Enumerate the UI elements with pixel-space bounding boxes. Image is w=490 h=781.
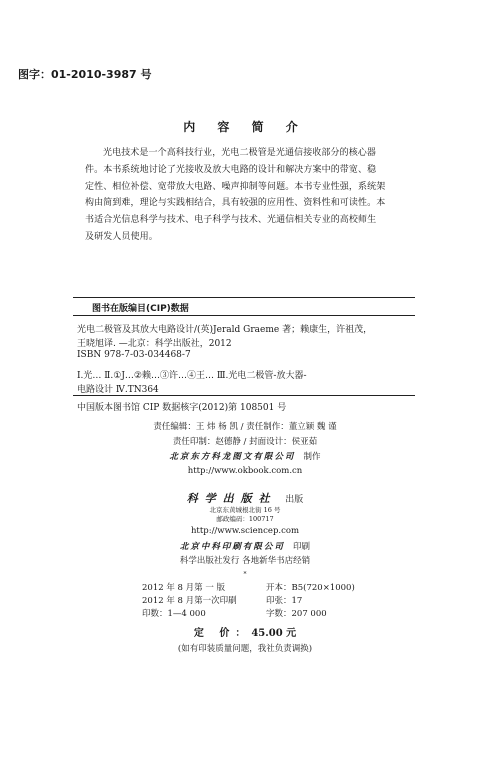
summary-line: 书适合光信息科学与技术、电子科学与技术、光通信相关专业的高校师生 [85, 215, 377, 226]
summary-line: 定性、相位补偿、宽带放大电路、噪声抑制等问题。本书专业性强，系统架 [85, 181, 386, 192]
cip-line: 王晓旭译. —北京：科学出版社，2012 [77, 339, 232, 349]
edition-row [142, 608, 355, 621]
edition-row [142, 582, 355, 595]
printer-name: 北京中科印刷有限公司 [179, 542, 285, 552]
summary-line: 光电技术是一个高科技行业，光电二极管是光通信接收部分的核心器 [103, 148, 377, 158]
editors-credit: 责任编辑：王 炜 杨 凯 / 责任制作：董立颖 魏 谨 [153, 422, 337, 432]
distribution-line: 科学出版社发行 各地新华书店经销 [179, 556, 311, 566]
producer-url: http://www.okbook.com.cn [187, 466, 303, 476]
producer-line [0, 450, 490, 462]
price-value: 45.00 元 [251, 628, 297, 639]
printer-suffix: 印刷 [293, 542, 311, 552]
cip-line: 光电二极管及其放大电路设计/(英)Jerald Graeme 著；赖康生，许祖茂， [77, 325, 373, 335]
summary-line: 构由简到难，理论与实践相结合，具有较强的应用性、资料性和可读性。本 [85, 198, 386, 209]
cip-line: Ⅰ.光… Ⅱ.①J…②赖…③许…④王… Ⅲ.光电二极管-放大器- [77, 371, 307, 381]
producer-name: 北京东方科龙图文有限公司 [169, 452, 296, 462]
print-run: 印数：1—4 000 [142, 609, 206, 619]
publisher-postcode: 邮政编码：100717 [216, 515, 274, 523]
print-design-credit: 责任印制：赵德静 / 封面设计：侯亚茹 [172, 437, 318, 447]
edition-row [142, 595, 355, 608]
sheet-count: 印张：17 [266, 596, 303, 606]
word-count: 字数：207 000 [266, 609, 327, 619]
publisher-suffix: 出版 [285, 495, 304, 505]
summary-title: 内 容 简 介 [183, 120, 307, 134]
cip-line: ISBN 978-7-03-034468-7 [77, 350, 191, 360]
quality-note: (如有印装质量问题，我社负责调换) [177, 644, 313, 654]
cip-line: 电路设计 Ⅳ.TN364 [77, 385, 159, 395]
edition-date: 2012 年 8 月第 一 版 [142, 583, 226, 593]
cip-verify-number: 中国版本图书馆 CIP 数据核字(2012)第 108501 号 [77, 403, 287, 413]
edition-info [142, 582, 355, 621]
summary-line: 件。本书系统地讨论了光接收及放大电路的设计和解决方案中的带宽、稳 [85, 164, 377, 175]
publisher-line [0, 490, 490, 506]
producer-suffix: 制作 [303, 452, 321, 462]
publisher-url: http://www.sciencep.com [190, 526, 300, 536]
cip-top-rule [73, 297, 415, 298]
price-line [0, 624, 490, 639]
summary-body [85, 145, 425, 246]
publisher-address: 北京东黄城根北街 16 号 [209, 506, 281, 514]
cip-heading: 图书在版编目(CIP)数据 [92, 304, 189, 314]
format-size: 开本：B5(720×1000) [266, 583, 355, 593]
separator-star: * [243, 571, 247, 578]
cip-heading-rule [73, 315, 415, 316]
summary-line: 及研发人员使用。 [85, 231, 158, 242]
contract-number: 图字：01-2010-3987 号 [18, 68, 152, 81]
cip-bottom-rule [73, 395, 415, 396]
printer-line [0, 540, 490, 552]
price-label: 定 价： [193, 628, 252, 639]
print-date: 2012 年 8 月第一次印刷 [142, 596, 237, 606]
publisher-logo-text: 科学出版社 [186, 492, 277, 505]
